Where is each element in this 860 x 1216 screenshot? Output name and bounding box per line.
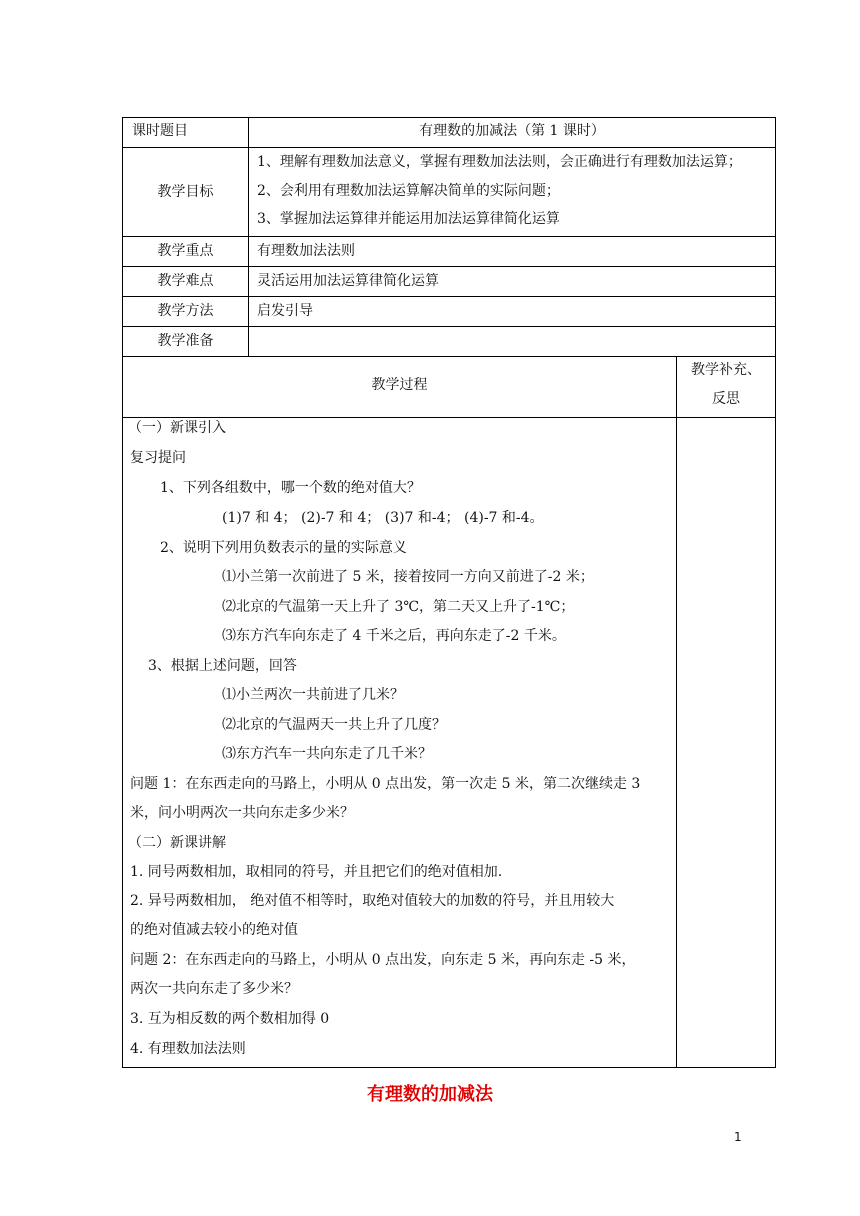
rule-line: 2. 异号两数相加， 绝对值不相等时，取绝对值较大的加数的符号，并且用较大 [130,893,615,909]
difficulty-value: 灵活运用加法运算律简化运算 [257,273,439,289]
supplement-label-line1: 教学补充、 [691,362,761,378]
difficulty-label: 教学难点 [157,273,214,289]
problem-2-line: 问题 2：在东西走向的马路上，小明从 0 点出发，向东走 5 米，再向东走 -5 米， [130,952,636,968]
section-heading: （二）新课讲解 [128,835,226,851]
table-border-bottom [122,1067,776,1068]
footer-title: 有理数的加减法 [367,1084,493,1105]
table-divider [122,356,776,357]
table-border-top [122,117,776,118]
content-line: ⑴小兰两次一共前进了几米？ [222,687,404,703]
table-divider [122,417,776,418]
table-divider [122,266,776,267]
rule-line: 的绝对值减去较小的绝对值 [130,922,298,938]
supplement-label-line2: 反思 [712,391,740,407]
topic-label: 课时题目 [132,123,188,139]
method-label: 教学方法 [157,303,214,319]
goals-label: 教学目标 [157,184,214,200]
table-border-right [775,117,776,1068]
topic-value: 有理数的加减法（第 1 课时） [419,123,605,139]
table-divider [122,326,776,327]
process-label: 教学过程 [371,377,428,393]
goal-line-1: 1、理解有理数加法意义，掌握有理数加法法则，会正确进行有理数加法运算； [257,154,742,170]
question-item: 1、下列各组数中，哪一个数的绝对值大？ [160,480,421,496]
table-divider [122,296,776,297]
rule-line: 1. 同号两数相加，取相同的符号，并且把它们的绝对值相加. [130,864,503,880]
question-item: 3、根据上述问题，回答 [148,658,297,674]
prep-label: 教学准备 [157,333,214,349]
content-line: ⑶东方汽车向东走了 4 千米之后，再向东走了-2 千米。 [222,628,566,644]
rule-line: 3. 互为相反数的两个数相加得 0 [130,1011,330,1027]
table-column-divider [248,117,249,357]
content-line: ⑵北京的气温第一天上升了 3℃，第二天又上升了-1℃； [222,599,575,615]
question-item: 2、说明下列用负数表示的量的实际意义 [160,540,407,556]
focus-value: 有理数加法法则 [257,243,355,259]
goal-line-2: 2、会利用有理数加法运算解决简单的实际问题； [257,183,560,199]
table-divider [122,147,776,148]
rule-line: 4. 有理数加法法则 [130,1041,246,1057]
content-line: 复习提问 [130,450,186,466]
content-line: ⑴小兰第一次前进了 5 米，接着按同一方向又前进了-2 米； [222,569,594,585]
method-value: 启发引导 [257,303,313,319]
problem-1-line: 问题 1：在东西走向的马路上，小明从 0 点出发，第一次走 5 米，第二次继续走 3 [130,776,641,792]
content-line: (1)7 和 4； (2)-7 和 4； (3)7 和-4； (4)-7 和-4。 [222,510,544,526]
section-heading: （一）新课引入 [128,420,226,436]
focus-label: 教学重点 [157,243,214,259]
page-number: 1 [734,1130,742,1144]
table-column-divider [676,356,677,1068]
content-line: ⑵北京的气温两天一共上升了几度？ [222,717,446,733]
problem-1-line: 米，问小明两次一共向东走多少米？ [130,805,354,821]
content-line: ⑶东方汽车一共向东走了几千米？ [222,746,432,762]
table-divider [122,236,776,237]
goal-line-3: 3、掌握加法运算律并能运用加法运算律简化运算 [257,211,560,227]
problem-2-line: 两次一共向东走了多少米？ [130,981,298,997]
